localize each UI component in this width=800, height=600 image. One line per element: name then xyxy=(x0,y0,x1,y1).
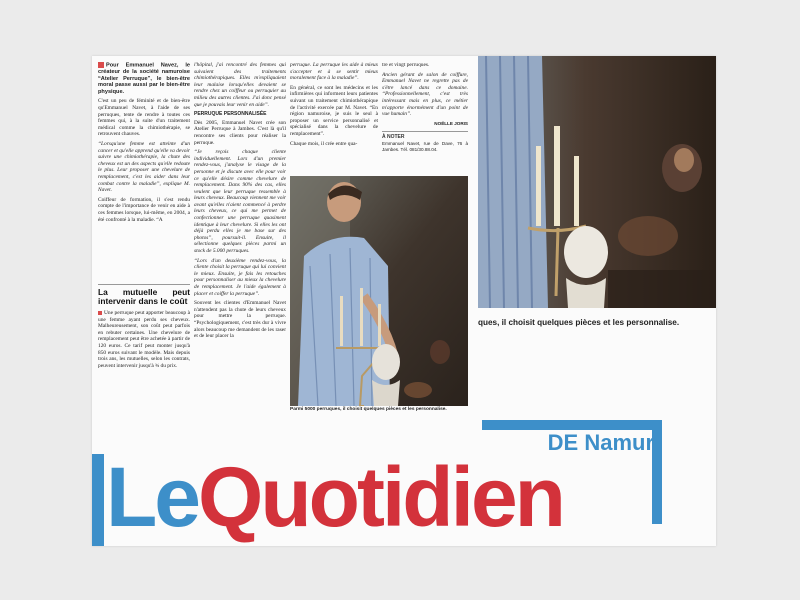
paragraph: En général, ce sont les médecins et les infirmières qui informent leurs patientes suivant un traitement chimiothérapique de l'activité exercée par M. Navet. “En région namuroise, je suis le seul à proposer un service personnalisé et spécialisé dans la chevelure de remplacement”. xyxy=(290,84,378,137)
note-title: À NOTER xyxy=(382,131,468,141)
photo-caption-small: Parmi 5000 perruques, il choisit quelques pièces et les personnalise. xyxy=(290,407,447,412)
article-column-3 xyxy=(290,62,378,174)
photo-caption-large: ques, il choisit quelques pièces et les personnalise. xyxy=(478,318,680,327)
article-lead: Pour Emmanuel Navez, le créateur de la société namuroise “Atelier Perruque”, le bien-être moral passe aussi par le bien-être physique. xyxy=(98,62,190,95)
masthead-logo xyxy=(92,418,716,546)
newspaper-clipping xyxy=(92,56,716,546)
sidebar-body: Une perruque peut apporter beaucoup à une femme ayant perdu ses cheveux. Malheureusement, son coût peut parfois en rebuter certaines. Une chevelure de remplacement peut être achetée à partir de 120 euros. Ce tarif peut monter jusqu'à 850 euros suivant le modèle. Mais depuis trois ans, les mutuelles, selon les contrats, peuvent intervenir jusqu'à ¾ du prix. xyxy=(98,310,190,369)
paragraph: C'est un peu de féminité et de bien-être qu'Emmanuel Navet, à l'aide de ses perruques, tente de rendre à toutes ces femmes qui, à la suite d'un traitement médical comme la chimiothérapie, se retrouvent chauves. xyxy=(98,98,190,138)
paragraph: Coiffeur de formation, il s'est rendu compte de l'importance de venir en aide à ces femmes lorsque, lui-même, en 2004, a été confronté à la maladie. “A xyxy=(98,196,190,223)
sidebar-box xyxy=(98,284,190,416)
paragraph: “Lorsqu'une femme est atteinte d'un cancer et qu'elle apprend qu'elle va devoir suivre une chimiothérapie, la chute des cheveux est un des aspects qu'elle redoute le plus. Leur proposer une chevelure de remplacement, c'est les aider dans leur combat contre la maladie”, explique M. Navet. xyxy=(98,141,190,194)
article-photo-large xyxy=(478,56,716,308)
photo-illustration-large xyxy=(478,56,716,308)
masthead-title xyxy=(106,448,563,546)
note-body: Emmanuel Navet, rue de Dave, 76 à Jambes. Tél. 081/30.88.04. xyxy=(382,140,468,152)
subhead: PERSONNALISÉE xyxy=(223,111,267,118)
masthead-prefix: DE Namur xyxy=(547,430,654,455)
paragraph: tre et vingt perruques. xyxy=(382,62,430,68)
photo-illustration xyxy=(290,176,468,406)
red-square-marker xyxy=(98,311,102,315)
red-square-marker xyxy=(98,62,104,68)
masthead-blue-bar-top xyxy=(482,420,662,430)
paragraph: perruque. La perruque les aide à mieux s'accepter et à se sentir mieux moralement face à la maladie”. xyxy=(290,62,378,82)
author-signature: NOËLLE JORIS xyxy=(434,120,468,126)
article-column-4 xyxy=(382,62,468,174)
masthead-title-quotidien: Quotidien xyxy=(198,450,563,544)
sidebar-title: La mutuelle peut intervenir dans le coût xyxy=(98,287,190,306)
paragraph: Souvent les clientes d'Emmanuel Navet n'attendent pas la chute de leurs cheveux pour mettre la perruque. “Psychologiquement, c'est très dur à vivre alors beaucoup me demandent de les raser et de leur placer la xyxy=(194,300,286,340)
paragraph: Ancien gérant de salon de coiffure, Emmanuel Navet ne regrette pas de s'être lancé dans ce domaine. “Professionnellement, c'est très intéressant mais en plus, ce métier m'apporte énormément d'un point de vue humain”. xyxy=(382,71,468,118)
masthead-blue-bar-left xyxy=(92,454,104,546)
subhead-prefix: PERRUQUE xyxy=(194,111,223,118)
article-column-2 xyxy=(194,62,286,412)
article-column-1 xyxy=(98,62,190,278)
article-photo-small xyxy=(290,176,468,406)
paragraph: “Lors d'un deuxième rendez-vous, la cliente choisit la perruque qui lui convient le mieux. Ensuite, je fais les retouches pour personnaliser au mieux la chevelure de remplacement. Je l'aide également à placer et coiffer la perruque”. xyxy=(194,257,286,297)
paragraph: Dès 2005, Emmanuel Navet crée son Atelier Perruque à Jambes. C'est là qu'il rencontre ses clients pour réaliser la perruque. xyxy=(194,119,286,146)
paragraph: Chaque mois, il crée entre qua- xyxy=(290,140,358,147)
paragraph: “Je reçois chaque cliente individuellement. Lors d'un premier rendez-vous, j'analyse le visage de la personne et je discute avec elle pour voir ce qu'elle désire comme chevelure de remplacement. Dans 90% des cas, elles veulent que leur perruque ressemble à leurs cheveux. Beaucoup viennent me voir avant qu'elles n'aient commencé à perdre leurs cheveux, ce qui me permet de confectionner une perruque quasiment identique à leur chevelure. Si elles les ont déjà perdu elles je me base sur des photos”, poursuit-il. Ensuite, il sélectionne quelques pièces parmi un stock de 5.000 perruques. xyxy=(194,149,286,255)
masthead-title-le: Le xyxy=(106,450,199,544)
paragraph: l'hôpital, j'ai rencontré des femmes qui suivaient des traitements chimiothérapiques. Elles m'expliquaient leur malaise lorsqu'elles devaient se rendre chez un coiffeur ou perruquier au milieu des autres clientes. J'ai donc pensé que je pouvais leur venir en aide”. xyxy=(194,62,286,108)
